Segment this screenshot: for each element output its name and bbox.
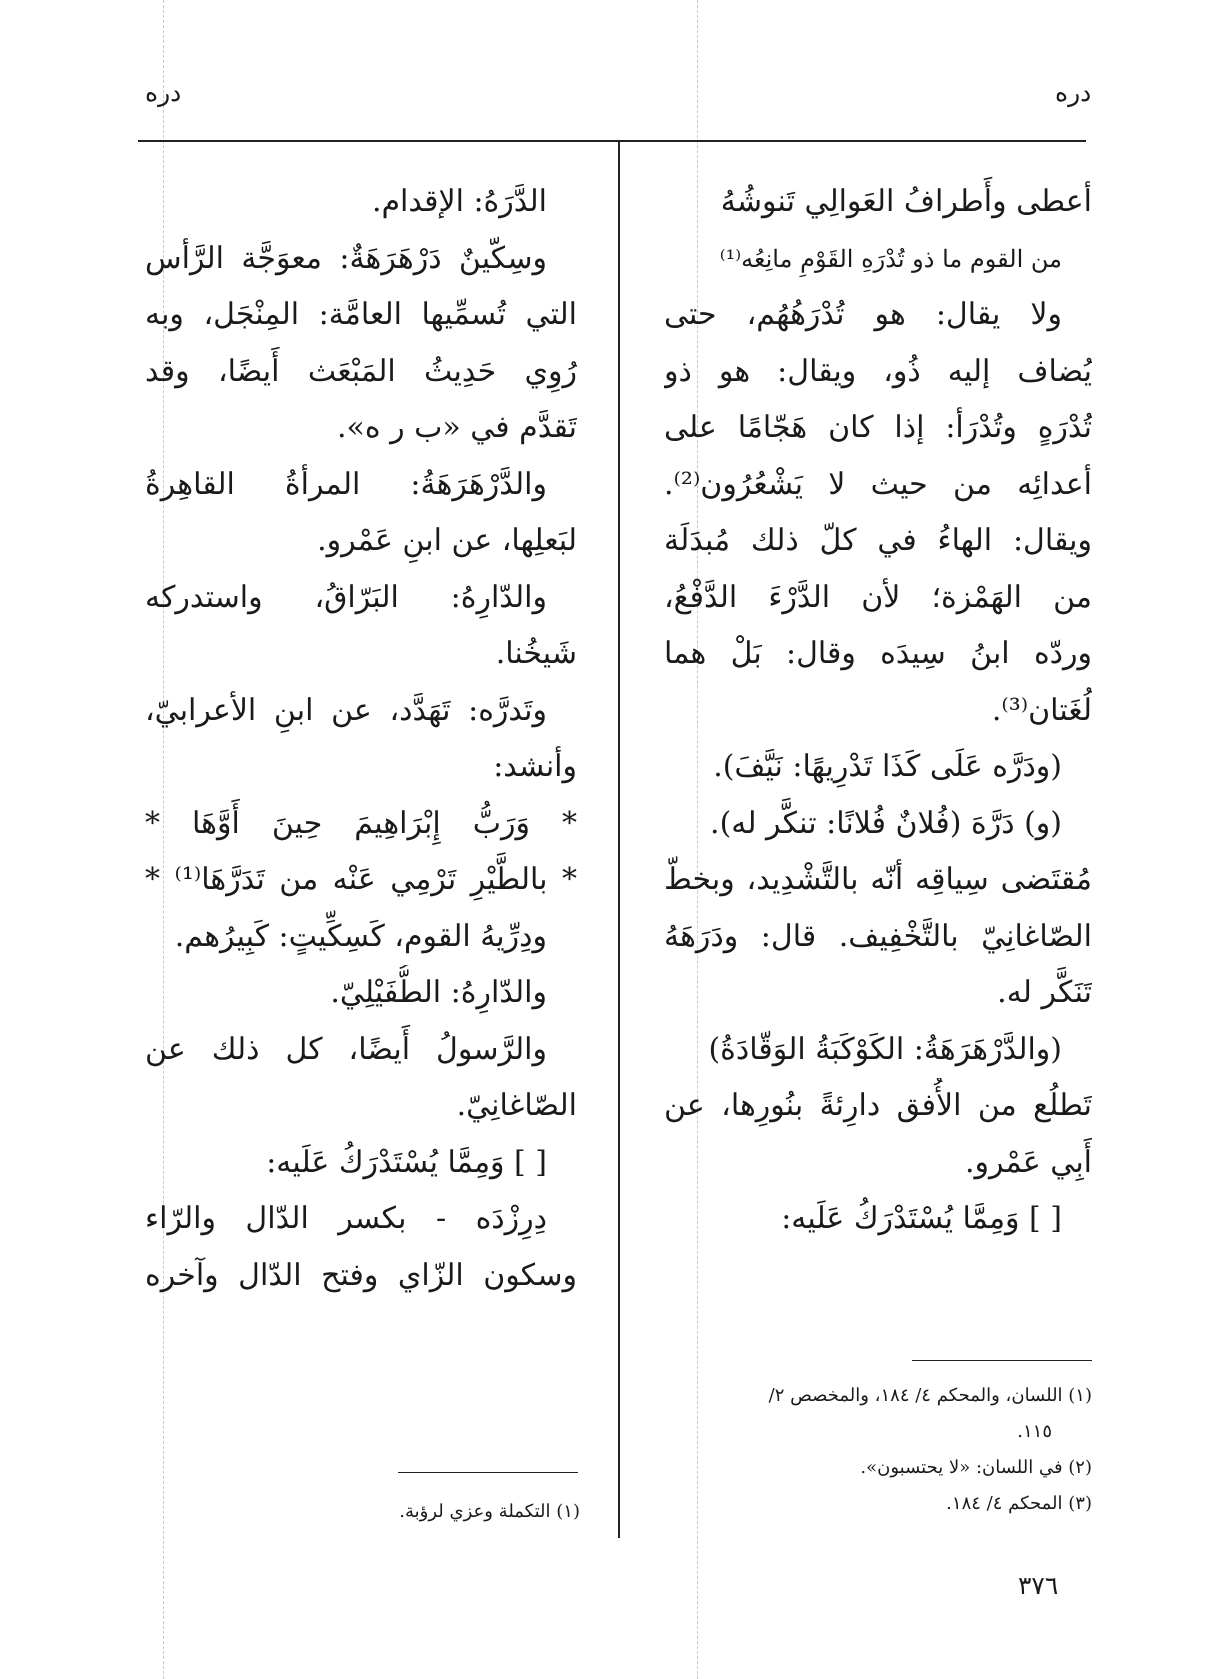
- verse-line: * وَرَبُّ إِبْرَاهِيمَ حِينَ أَوَّهَا *: [145, 805, 577, 841]
- text-line: تَنَكَّر له.: [997, 975, 1092, 1010]
- footnotes-right: [660, 1378, 1092, 1522]
- text-line: ولا يقال: هو تُدْرَهُهُم، حتى: [664, 297, 1062, 332]
- text-line: أَبِي عَمْرو.: [964, 1144, 1092, 1180]
- text-line: والدّارِهُ: البَرّاقُ، واستدركه: [145, 579, 547, 615]
- text-line: وتَدرَّه: تَهَدَّد، عن ابنِ الأعرابيّ،: [145, 692, 547, 728]
- footnote: ١١٥.: [1017, 1421, 1052, 1442]
- footnote: (١) اللسان، والمحكم ٤/ ١٨٤، والمخصص ٢/: [768, 1385, 1092, 1406]
- footnote: (١) التكملة وعزي لرؤبة.: [399, 1501, 580, 1522]
- text-line: من الهَمْزة؛ لأن الدَّرْءَ الدَّفْعُ،: [664, 579, 1092, 615]
- text-line: يُضاف إليه ذُو، ويقال: هو ذو: [664, 353, 1092, 389]
- text-line: ويقال: الهاءُ في كلّ ذلك مُبدَلَة: [664, 523, 1092, 558]
- text-line: لُغَتان⁽³⁾.: [991, 692, 1092, 728]
- text-line: أعدائِه من حيث لا يَشْعُرُون⁽²⁾.: [664, 466, 1092, 502]
- text-line: من القوم ما ذو تُدْرَهِ القَوْمِ مانِعُه⁽¹⁾: [719, 244, 1062, 273]
- text-line: لبَعلِها، عن ابنِ عَمْرو.: [317, 523, 577, 558]
- footnote-rule: [912, 1360, 1092, 1361]
- text-line: وردّه ابنُ سِيدَه وقال: بَلْ هما: [664, 636, 1092, 671]
- header-rule: [138, 140, 1086, 142]
- text-line: (ودَرَّه عَلَى كَذَا تَدْرِيهًا: نَيَّفَ).: [713, 749, 1062, 784]
- footnotes-left: [300, 1494, 580, 1530]
- text-line: ودِرِّيهُ القوم، كَسِكِّيتٍ: كَبِيرُهم.: [174, 918, 547, 954]
- footnote-rule: [398, 1472, 578, 1473]
- text-line: الصّاغانِيّ بالتَّخْفِيف. قال: ودَرَهَهُ: [664, 918, 1092, 954]
- left-column: [145, 174, 577, 1304]
- text-line: رُوِي حَدِيثُ المَبْعَث أَيضًا، وقد: [145, 353, 577, 389]
- text-line: أعطى وأَطرافُ العَوالِي تَنوشُهُ: [720, 184, 1092, 219]
- text-line: وسكون الزّاي وفتح الدّال وآخره: [145, 1257, 577, 1293]
- text-line: تُدْرَهٍ وتُدْرَأ: إذا كان هَجّامًا على: [664, 410, 1092, 445]
- text-line: وسِكّينٌ دَرْهَرَهَةٌ: معوَجَّة الرَّأس: [145, 240, 547, 276]
- text-line: (و) دَرَّهَ (فُلانٌ فُلانًا: تنكَّر له).: [710, 805, 1062, 841]
- right-column: [664, 174, 1092, 1248]
- text-line: والدَّرْهَرَهَةُ: المرأةُ القاهِرةُ: [145, 466, 547, 502]
- footnote: (٣) المحكم ٤/ ١٨٤.: [946, 1493, 1092, 1514]
- text-line: الصّاغانِيّ.: [456, 1088, 577, 1123]
- column-divider: [618, 141, 620, 1538]
- text-line: [ ] وَمِمَّا يُسْتَدْرَكُ عَلَيه:: [266, 1144, 547, 1180]
- footnote: (٢) في اللسان: «لا يحتسبون».: [860, 1457, 1092, 1478]
- running-header-left: دره: [145, 78, 182, 107]
- text-line: والدّارِهُ: الطُّفَيْلِيّ.: [330, 975, 547, 1010]
- text-line: تَطلُع من الأُفق دارِئةً بنُورِها، عن: [664, 1088, 1092, 1123]
- text-line: والرَّسولُ أَيضًا، كل ذلك عن: [145, 1031, 547, 1067]
- text-line: مُقتَضى سِياقِه أنّه بالتَّشْدِيد، وبخطّ: [664, 862, 1092, 897]
- text-line: دِرِزْدَه - بكسر الدّال والرّاء: [145, 1201, 547, 1236]
- text-line: وأنشد:: [493, 749, 577, 784]
- page-number: ٣٧٦: [1018, 1571, 1059, 1600]
- text-line: التي تُسمِّيها العامَّة: المِنْجَل، وبه: [145, 297, 577, 332]
- text-line: الدَّرَهُ: الإقدام.: [371, 184, 547, 219]
- verse-line: * بالطَّيْرِ تَرْمِي عَنْه من تَدَرَّهَا⁽¹⁾ *: [145, 862, 577, 897]
- text-line: [ ] وَمِمَّا يُسْتَدْرَكُ عَلَيه:: [781, 1201, 1062, 1236]
- running-header-right: دره: [1055, 78, 1092, 107]
- text-line: شَيخُنا.: [495, 636, 577, 671]
- text-line: (والدَّرْهَرَهَةُ: الكَوْكَبَةُ الوَقّادَةُ): [708, 1031, 1062, 1067]
- text-line: تَقدَّم في «ب ر ه».: [336, 410, 577, 445]
